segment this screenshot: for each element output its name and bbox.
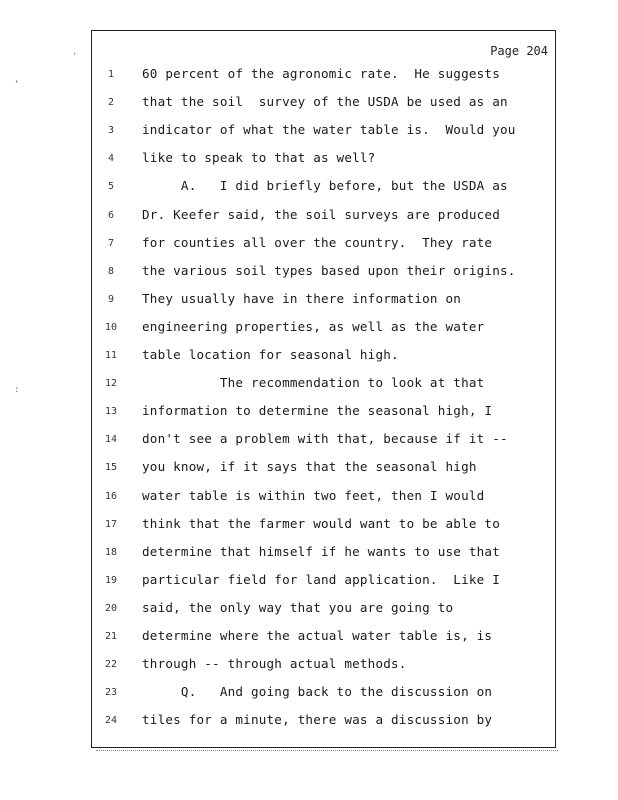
transcript-line (0, 684, 618, 704)
line-text: tiles for a minute, there was a discussion by (142, 712, 493, 728)
line-text: The recommendation to look at that (142, 375, 485, 391)
line-number: 24 (104, 715, 118, 727)
transcript-line (0, 712, 618, 732)
line-text: you know, if it says that the seasonal high (142, 459, 477, 475)
transcript-line (0, 122, 618, 142)
transcript-line (0, 263, 618, 283)
line-number: 11 (104, 350, 118, 361)
margin-tick: : (14, 385, 20, 395)
transcript-line (0, 459, 618, 479)
line-text: table location for seasonal high. (142, 347, 399, 362)
line-text: like to speak to that as well? (142, 150, 376, 166)
line-number: 5 (107, 181, 115, 193)
line-number: 14 (104, 434, 118, 446)
line-number: 2 (107, 97, 115, 109)
transcript-line (0, 431, 618, 451)
transcript-line (0, 628, 618, 648)
transcript-line (0, 516, 618, 536)
page-bottom-edge (96, 750, 558, 753)
line-number: 23 (104, 687, 118, 699)
line-text: that the soil survey of the USDA be used as an (142, 94, 508, 110)
transcript-line (0, 207, 618, 227)
transcript-line (0, 94, 618, 114)
transcript-line (0, 656, 618, 676)
line-text: engineering properties, as well as the water (142, 318, 485, 334)
line-number: 15 (104, 462, 118, 474)
line-number: 20 (104, 602, 118, 614)
line-number: 12 (104, 378, 118, 390)
line-number: 1 (107, 69, 115, 80)
line-text: don't see a problem with that, because if it -- (142, 431, 508, 447)
transcript-line (0, 291, 618, 311)
line-text: said, the only way that you are going to (142, 599, 454, 615)
transcript-line (0, 319, 618, 339)
line-text: 60 percent of the agronomic rate. He suggests (142, 66, 500, 81)
transcript-line (0, 235, 618, 255)
line-text: through -- through actual methods. (142, 656, 407, 672)
line-number: 17 (104, 518, 118, 530)
line-number: 18 (104, 546, 118, 558)
transcript-line (0, 178, 618, 198)
line-text: information to determine the seasonal high, I (142, 403, 493, 419)
line-number: 9 (107, 293, 115, 305)
transcript-line (0, 150, 618, 170)
margin-tick: ' (72, 52, 78, 62)
line-text: the various soil types based upon their origins. (142, 262, 516, 278)
transcript-line (0, 572, 618, 592)
line-number: 8 (107, 265, 115, 277)
line-number: 6 (107, 209, 115, 221)
page-number-label: Page 204 (490, 44, 548, 58)
line-number: 22 (104, 659, 118, 671)
line-number: 7 (107, 237, 115, 249)
line-text: Dr. Keefer said, the soil surveys are produced (142, 206, 500, 222)
line-text: Q. And going back to the discussion on (142, 684, 493, 700)
line-text: indicator of what the water table is. Would you (142, 122, 516, 138)
transcript-line (0, 600, 618, 620)
margin-tick: , (14, 75, 20, 85)
line-text: water table is within two feet, then I would (142, 487, 485, 503)
line-number: 10 (104, 321, 118, 333)
line-text: think that the farmer would want to be able to (142, 515, 500, 531)
line-text: particular field for land application. Like I (142, 571, 500, 587)
transcript-line (0, 544, 618, 564)
line-text: determine where the actual water table is, is (142, 628, 493, 643)
transcript-line (0, 403, 618, 423)
transcript-line (0, 66, 618, 86)
line-number: 4 (107, 153, 115, 165)
line-number: 21 (104, 631, 118, 642)
line-number: 3 (107, 125, 115, 137)
line-number: 16 (104, 490, 118, 502)
transcript-line (0, 488, 618, 508)
line-text: determine that himself if he wants to use that (142, 543, 500, 559)
line-number: 19 (104, 574, 118, 586)
line-text: A. I did briefly before, but the USDA as (142, 178, 508, 194)
transcript-line (0, 375, 618, 395)
line-number: 13 (104, 406, 118, 418)
line-text: They usually have in there information on (142, 290, 462, 306)
transcript-line (0, 347, 618, 367)
line-text: for counties all over the country. They rate (142, 234, 493, 250)
